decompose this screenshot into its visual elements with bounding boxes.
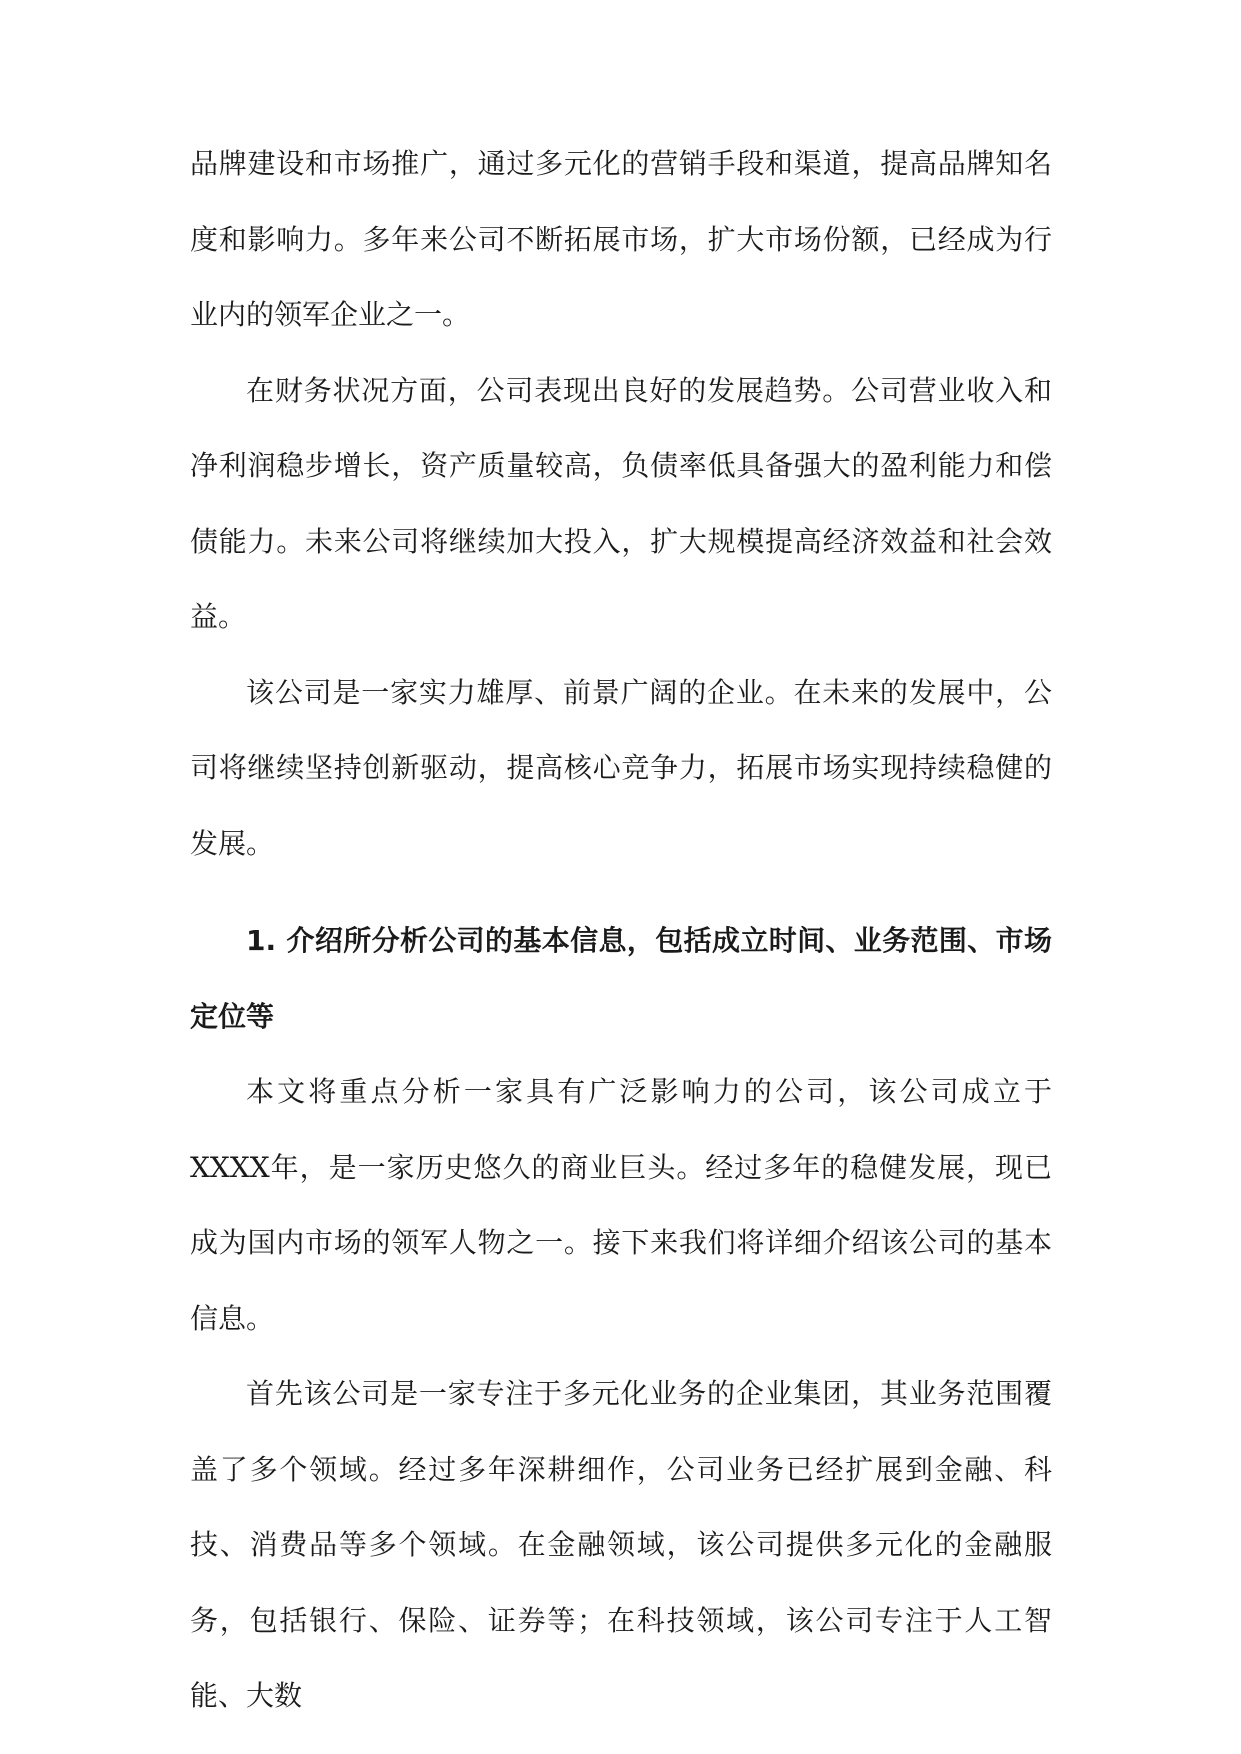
paragraph-brand-building: 品牌建设和市场推广，通过多元化的营销手段和渠道，提高品牌知名度和影响力。多年来公司不断拓展市场，扩大市场份额，已经成为行业内的领军企业之一。 xyxy=(190,147,1052,331)
paragraph-company-intro: 本文将重点分析一家具有广泛影响力的公司，该公司成立于XXXX年，是一家历史悠久的商业巨头。经过多年的稳健发展，现已成为国内市场的领军人物之一。接下来我们将详细介绍该公司的基本信息。 xyxy=(190,1075,1052,1335)
paragraph-company-outlook: 该公司是一家实力雄厚、前景广阔的企业。在未来的发展中，公司将继续坚持创新驱动，提高核心竞争力，拓展市场实现持续稳健的发展。 xyxy=(190,675,1052,860)
paragraph-financial-status: 在财务状况方面，公司表现出良好的发展趋势。公司营业收入和净利润稳步增长，资产质量较高，负债率低具备强大的盈利能力和偿债能力。未来公司将继续加大投入，扩大规模提高经济效益和社会效益。 xyxy=(190,373,1052,633)
section-heading xyxy=(190,903,1052,1054)
document-body xyxy=(190,126,1052,1734)
section-number: 1. xyxy=(246,924,277,957)
paragraph-business-scope: 首先该公司是一家专注于多元化业务的企业集团，其业务范围覆盖了多个领域。经过多年深耕细作，公司业务已经扩展到金融、科技、消费品等多个领域。在金融领域，该公司提供多元化的金融服务，包括银行、保险、证券等；在科技领域，该公司专注于人工智能、大数 xyxy=(190,1377,1052,1712)
section-title: 介绍所分析公司的基本信息，包括成立时间、业务范围、市场定位等 xyxy=(190,924,1052,1033)
